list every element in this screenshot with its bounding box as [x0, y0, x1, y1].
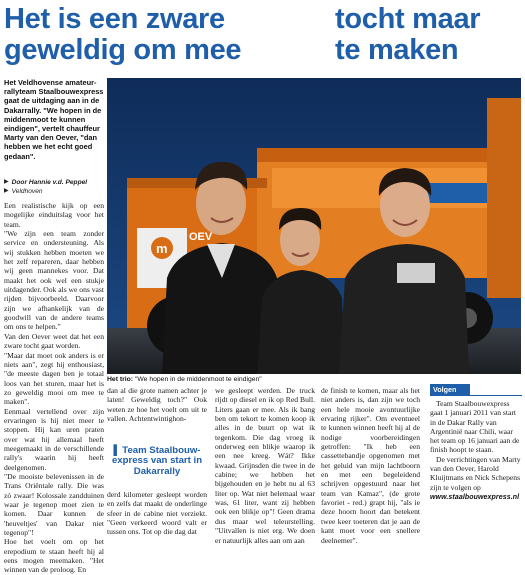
svg-text:m: m [156, 241, 168, 256]
headline-line-3: tocht maar [335, 3, 481, 35]
sidebar-badge: Volgen [430, 384, 470, 395]
photo-caption [107, 376, 521, 383]
sidebar-paragraph-1: Team Staalbouwexpress gaat 1 januari 2011 van start in de Dakar Rally van Argentinië naar Chili, waar het team op 16 januari aan de finish hoopt te staan. [430, 399, 520, 455]
body-paragraph: "De mooiste belevenissen in de Trans Oriëntale rally. Die was zó zwaar! Kolossale zandduinen waar je tegenop moet zien te komen. Daar kunnen de 'heuveltjes' van Dakar niet tegenop"! [4, 471, 104, 538]
byline-location: Veldhoven [11, 188, 43, 195]
headline-line-2: geweldig om mee [4, 34, 242, 66]
byline-triangle-icon: ▶ [4, 179, 9, 185]
body-paragraph: Van den Oever weet dat het een zware tocht gaat worden. [4, 331, 104, 351]
truck-lettering: OEV [189, 231, 213, 243]
pull-quote-bar-icon: ▌ [113, 445, 121, 456]
body-column-4: de finish te komen, maar als het niet anders is, dan zijn we toch een hele mooie avontuurlijke ervaring rijker". Om eventueel te kunnen winnen heeft hij al de nodige voorbereidingen getroffen: "Ik heb een cassettebandje opgenomen met het geluid van mijn lachtboorn en met een begeleidend schrijven opgestuurd naar het team van Kamaz", (de grote favoriet - red.) grapt hij, "als ie deze hoorn hoort dan betekent twee keer toeteren dat je aan de kant moet voor een snellere deelnemer". [321, 386, 420, 545]
headline-line-4: te maken [335, 34, 459, 66]
lede-paragraph: Het Veldhovense amateurrallyteam Staalbouwexpress gaat de uitdaging aan in de Dakarrally. "We hopen in de middenmoot te kunnen eindigen", vertelt chauffeur Marty van den Oever, "dan hebben we het echt goed gedaan". [4, 78, 104, 161]
body-paragraph: Hoe het voelt om op het erepodium te staan heeft hij al eens mogen meemaken. "Het winnen van de proloog. En [4, 537, 104, 575]
sidebar-rule [430, 395, 522, 396]
body-column-2-top: dan al die grote namen achter je laten! Geweldig toch?" Ook weten ze hoe het voelt om uit te vallen. Achtentwintighon- [107, 386, 207, 424]
body-column-2-bottom: derd kilometer gesleept worden en zelfs dat maakt de onderlinge sfeer in de cabine niet verziekt. "Geen verkeerd woord valt er tussen ons. Tot op die dag dat [107, 490, 207, 537]
sidebar-paragraph-2: De verrichtingen van Marty van den Oever, Harold Kluijtmans en Nick Schepens zijn te volgen op [430, 454, 521, 492]
team-photo [107, 78, 521, 374]
caption-label: Het trio: [107, 376, 134, 383]
sidebar-text [430, 399, 522, 492]
body-paragraph: "Maar dat moet ook anders is er niets aan", zegt hij enthousiast, "de meeste dagen ben je totaal loos van het sturen, maar het is zo geweldig mooi om mee te maken". [4, 350, 104, 407]
caption-text: "We hopen in de middenmoot te eindigen" [134, 376, 262, 383]
pull-quote [107, 446, 207, 484]
body-paragraph: "We zijn een team zonder service en ondersteuning. Als wij stukken hebben moeten we het zelf repareren, daar hebben wij geen mannekes voor. Dat maakt het ook wel een stukje uitdagender. Ook als we ons vast rijden bijvoorbeeld. Daarvoor zijn we afhankelijk van de goodwill van de andere teams om ons te helpen." [4, 229, 104, 332]
byline-author: Door Hannie v.d. Peppel [11, 179, 88, 186]
body-paragraph: Eenmaal vertellend over zijn ervaringen is hij niet meer te stoppen. Hij kan uren praten over wat hij allemaal heeft meegemaakt in de verschillende rally's waarin hij heeft deelgenomen. [4, 406, 104, 472]
headline-line-1: Het is een zware [4, 3, 225, 35]
pull-quote-text: Team Staalbouwexpress van start in Dakarrally [111, 445, 203, 477]
sidebar-follow [430, 384, 522, 534]
team-photo-illustration [107, 78, 521, 374]
location-triangle-icon: ▶ [4, 188, 9, 194]
sidebar-url-link[interactable]: www.staalbouwexpress.nl [430, 493, 520, 501]
body-column-2 [107, 386, 207, 537]
body-paragraph: Een realistische kijk op een mogelijke einduitslag voor het team. [4, 201, 104, 229]
headline [4, 2, 524, 70]
byline [4, 178, 104, 196]
body-column-3: we gesleept werden. De truck rijdt op diesel en ik op Red Bull. Liters gaan er mee. Als ik bang ben om tekort te komen koop ik alles in de buurt op wat ik tegenkom. Die dag vroeg ik onderweg een blikje waarop ik een nee kreeg. Wát? Ikke kwaad. Grijnsden die twee in de cabine; we hebben het bijgehouden en je hebt nu al 63 liter op. Wat niet helemaal waar was, 61 liter, want zij hebben ook een blikje op"! Geen drama dus maar wel teleurstelling. "Uitvallen is niet erg. We doen er natuurlijk alles aan om aan [215, 386, 315, 545]
body-column-1 [4, 201, 104, 575]
